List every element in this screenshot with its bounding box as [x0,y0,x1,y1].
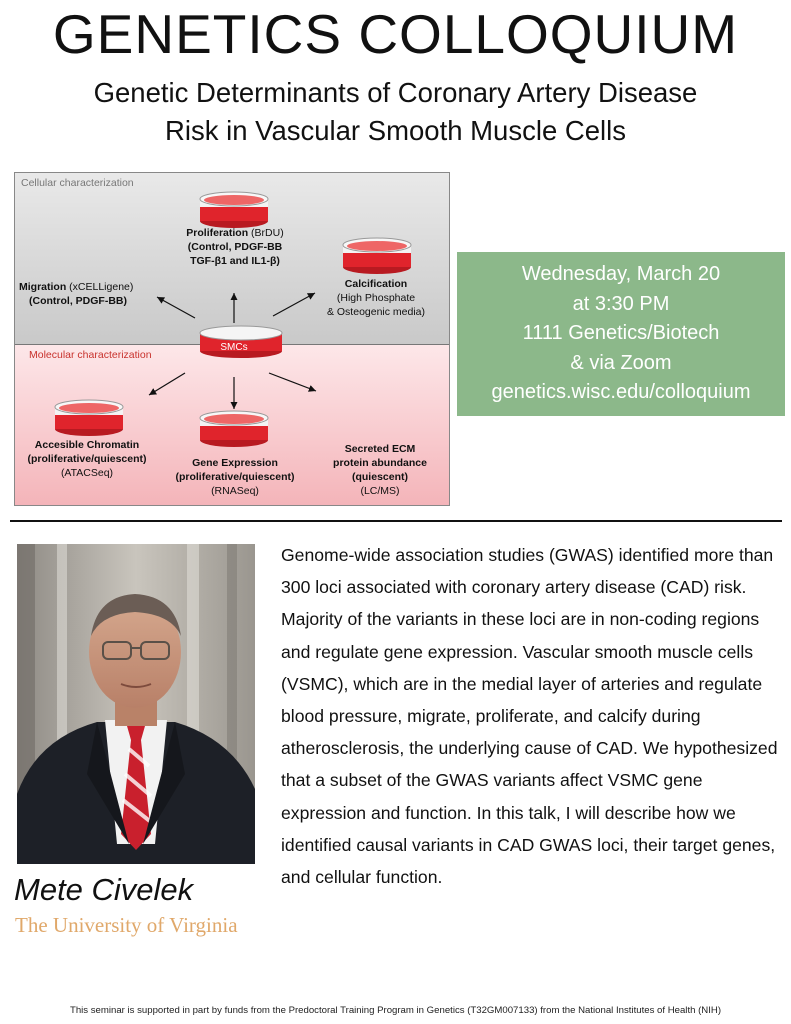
event-info-box [457,252,785,416]
section-divider [10,520,782,522]
speaker-name: Mete Civelek [14,872,194,907]
proliferation-conditions-1: (Control, PDGF-BB [187,241,283,253]
calcification-title: Calcification [344,278,408,290]
petri-dish-calcification [341,233,413,275]
arrow-to-calcification [273,293,315,316]
proliferation-label [165,226,305,268]
smcs-label: SMCs [220,342,248,353]
event-date: Wednesday, March 20 [521,263,721,285]
migration-conditions: (Control, PDGF-BB) [29,295,127,307]
petri-dish-chromatin [53,395,125,437]
proliferation-conditions-2: TGF-β1 and IL1-β) [190,255,280,267]
talk-title [0,74,791,150]
proliferation-assay: (BrDU) [248,227,284,239]
cellular-characterization-label: Cellular characterization [21,177,134,189]
abstract-text: Genome-wide association studies (GWAS) identified more than 300 loci associated with coronary artery disease (CAD) risk. Majority of the variants in these loci are in non-coding regions and regulate gene expression. Vascular smooth muscle cells (VSMC), which are in the medial layer of arteries and regulate blood pressure, migrate, proliferate, and calcify during atherosclerosis, the underlying cause of CAD. We hypothesized that a subset of the GWAS variants affect VSMC gene expression and function. In this talk, I will describe how we identified causal variants in CAD GWAS loci, their target genes, and cellular function. [281,545,778,888]
ecm-assay: (LC/MS) [360,485,400,497]
arrow-to-ecm [269,373,316,391]
ecm-state: (quiescent) [351,471,408,483]
ecm-title-2: protein abundance [333,457,427,469]
event-time: at 3:30 PM [572,292,670,315]
talk-title-line-1: Genetic Determinants of Coronary Artery Disease [93,77,698,108]
ecm-label [315,442,445,498]
petri-dish-proliferation [198,187,270,229]
calcification-conditions-1: (High Phosphate [336,292,416,304]
migration-assay: (xCELLigene) [66,281,134,293]
proliferation-title: Proliferation [186,227,249,239]
ecm-title-1: Secreted ECM [344,443,416,455]
chromatin-state: (proliferative/quiescent) [27,453,147,465]
talk-title-line-2: Risk in Vascular Smooth Muscle Cells [164,115,627,146]
event-url[interactable]: genetics.wisc.edu/colloquium [491,381,751,403]
speaker-affiliation: The University of Virginia [15,913,238,937]
expression-state: (proliferative/quiescent) [175,471,295,483]
chromatin-title: Accesible Chromatin [34,439,140,451]
expression-label [165,456,305,498]
arrow-to-chromatin [149,373,185,395]
migration-title: Migration [19,281,67,293]
petri-dish-expression [198,406,270,448]
page-title: GENETICS COLLOQUIUM [52,3,739,65]
calcification-conditions-2: & Osteogenic media) [326,306,426,318]
speaker-photo [17,544,255,864]
chromatin-assay: (ATACSeq) [60,467,114,479]
calcification-label [311,277,441,319]
event-zoom: & via Zoom [570,351,672,374]
funding-footer: This seminar is supported in part by funds from the Predoctoral Training Program in Genetics (T32GM007133) from the National Institutes of Health (NIH) [69,1005,722,1016]
research-diagram [14,172,450,506]
migration-label [19,280,165,308]
chromatin-label [17,438,157,480]
molecular-characterization-label: Molecular characterization [29,349,152,361]
expression-assay: (RNASeq) [211,485,259,497]
expression-title: Gene Expression [192,457,278,469]
event-location: 1111 Genetics/Biotech [522,322,720,344]
